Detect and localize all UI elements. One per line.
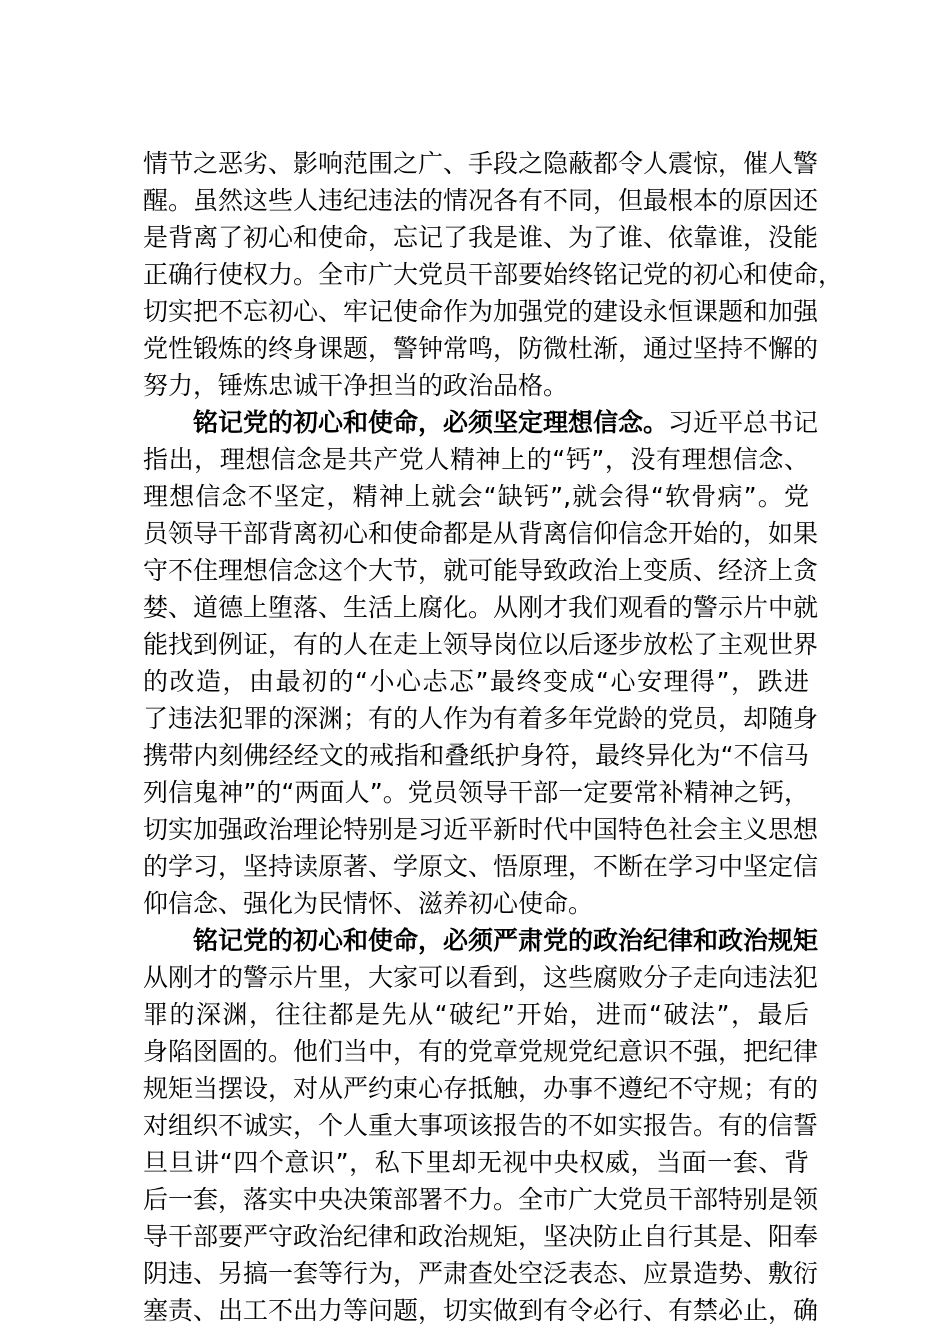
text-line: 理想信念不坚定，精神上就会“缺钙”,就会得“软骨病”。党 [143, 482, 809, 511]
paragraph [143, 922, 819, 1329]
text-line: 守不住理想信念这个大节，就可能导致政治上变质、经济上贪 [143, 556, 819, 585]
text-line: 塞责、出工不出力等问题，切实做到有令必行、有禁必止，确 [143, 1296, 819, 1325]
heading-line [143, 404, 819, 441]
text-line: 的学习，坚持读原著、学原文、悟原理，不断在学习中坚定信 [143, 852, 819, 881]
text-line: 指出，理想信念是共产党人精神上的“钙”，没有理想信念、 [143, 445, 809, 474]
paragraph [143, 145, 844, 404]
text-line: 能找到例证，有的人在走上领导岗位以后逐步放松了主观世界 [143, 630, 819, 659]
text-line: 婪、道德上堕落、生活上腐化。从刚才我们观看的警示片中就 [143, 593, 819, 622]
text-line: 努力，锤炼忠诚干净担当的政治品格。 [143, 371, 569, 400]
text-line: 导干部要严守政治纪律和政治规矩，坚决防止自行其是、阳奉 [143, 1222, 819, 1251]
text-line: 后一套，落实中央决策部署不力。全市广大党员干部特别是领 [143, 1185, 819, 1214]
heading-line-rest: 习近平总书记 [668, 408, 819, 437]
text-line: 规矩当摆设，对从严约束心存抵触，办事不遵纪不守规；有的 [143, 1074, 819, 1103]
text-line: 党性锻炼的终身课题，警钟常鸣，防微杜渐，通过坚持不懈的 [143, 334, 819, 363]
text-line: 情节之恶劣、影响范围之广、手段之隐蔽都令人震惊，催人警 [143, 149, 819, 178]
paragraph [143, 404, 819, 922]
text-line: 携带内刻佛经经文的戒指和叠纸护身符，最终异化为“不信马 [143, 741, 809, 770]
paragraph-heading: 铭记党的初心和使命，必须严肃党的政治纪律和政治规矩 [193, 926, 819, 955]
heading-line [143, 922, 819, 959]
paragraph-heading: 铭记党的初心和使命，必须坚定理想信念。 [193, 408, 669, 437]
text-line: 是背离了初心和使命，忘记了我是谁、为了谁、依靠谁，没能 [143, 223, 819, 252]
text-line: 仰信念、强化为民情怀、滋养初心使命。 [143, 889, 594, 918]
document-body [143, 145, 844, 1329]
text-line: 正确行使权力。全市广大党员干部要始终铭记党的初心和使命， [143, 260, 844, 289]
text-line: 切实加强政治理论特别是习近平新时代中国特色社会主义思想 [143, 815, 819, 844]
text-line: 罪的深渊，往往都是先从“破纪”开始，进而“破法”，最后 [143, 1000, 809, 1029]
text-line: 员领导干部背离初心和使命都是从背离信仰信念开始的，如果 [143, 519, 819, 548]
text-line: 阴违、另搞一套等行为，严肃查处空泛表态、应景造势、敷衍 [143, 1259, 819, 1288]
text-line: 对组织不诚实，个人重大事项该报告的不如实报告。有的信誓 [143, 1111, 819, 1140]
text-line: 旦旦讲“四个意识”，私下里却无视中央权威，当面一套、背 [143, 1148, 809, 1177]
text-line: 列信鬼神”的“两面人”。党员领导干部一定要常补精神之钙， [143, 778, 809, 807]
text-line: 切实把不忘初心、牢记使命作为加强党的建设永恒课题和加强 [143, 297, 819, 326]
text-line: 的改造，由最初的“小心忐忑”最终变成“心安理得”，跌进 [143, 667, 809, 696]
text-line: 从刚才的警示片里，大家可以看到，这些腐败分子走向违法犯 [143, 963, 819, 992]
text-line: 醒。虽然这些人违纪违法的情况各有不同，但最根本的原因还 [143, 186, 819, 215]
text-line: 身陷囹圄的。他们当中，有的党章党规党纪意识不强，把纪律 [143, 1037, 819, 1066]
text-line: 了违法犯罪的深渊；有的人作为有着多年党龄的党员，却随身 [143, 704, 819, 733]
